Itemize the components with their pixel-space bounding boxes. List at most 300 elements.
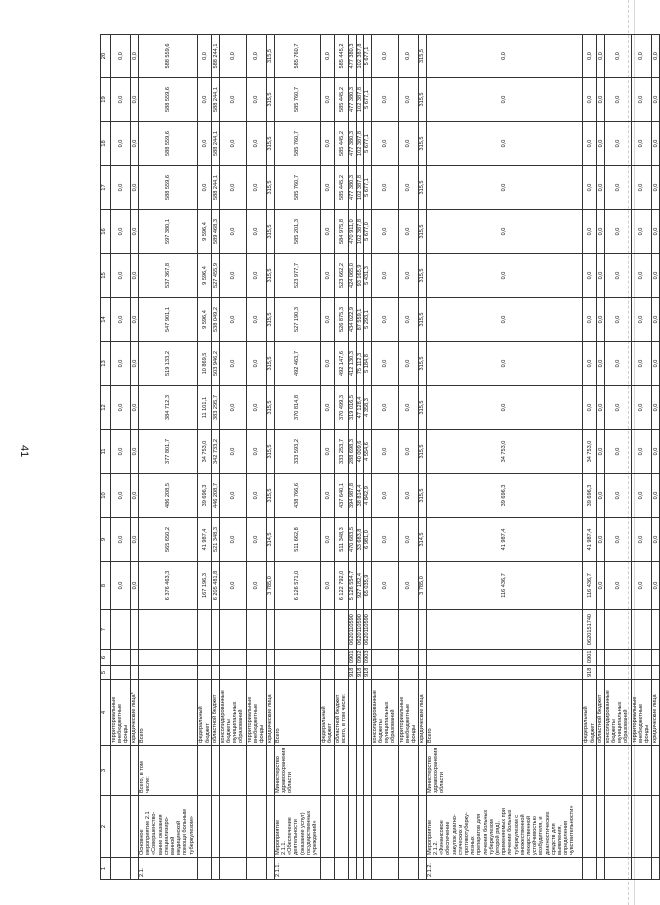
table-cell: 0,0: [631, 474, 651, 518]
table-cell: 0,0: [597, 254, 605, 298]
table-cell: 0,0: [219, 342, 246, 386]
table-cell: [219, 650, 246, 666]
table-cell: 0,0: [321, 254, 335, 298]
table-row: [219, 35, 246, 880]
table-cell: 102 387,8: [356, 166, 364, 210]
table-cell: 0,0: [321, 342, 335, 386]
table-cell: 0,0: [597, 35, 605, 78]
table-cell: [349, 858, 357, 880]
table-cell: 565 650,2: [139, 518, 198, 562]
table-cell: [274, 666, 320, 680]
table-cell: 116 436,7: [426, 562, 583, 610]
table-cell: [426, 666, 583, 680]
table-cell: 0,0: [597, 298, 605, 342]
table-cell: территориальные внебюджетные фонды: [398, 680, 418, 746]
table-cell: [652, 746, 660, 796]
table-cell: 34 753,0: [583, 430, 597, 474]
table-cell: 383 295,7: [212, 386, 220, 430]
table-cell: 0,0: [321, 166, 335, 210]
table-cell: 4 358,3: [364, 386, 372, 430]
column-header: 11: [101, 430, 111, 474]
table-cell: 93 165,9: [356, 254, 364, 298]
table-cell: [597, 858, 605, 880]
table-cell: 0,0: [597, 78, 605, 122]
table-cell: Основное мероприятие 2.1 «Совершенство- вание оказания специализиро- ванной медицинской помощи больным туберкулезом»: [139, 796, 198, 858]
table-cell: [267, 666, 275, 680]
table-cell: 0,0: [597, 210, 605, 254]
table-cell: 0,0: [398, 518, 418, 562]
table-cell: 0,0: [111, 35, 131, 78]
table-cell: [419, 858, 427, 880]
table-cell: [419, 650, 427, 666]
table-cell: [321, 858, 335, 880]
table-cell: 0,0: [604, 386, 631, 430]
table-cell: [364, 858, 372, 880]
table-cell: [652, 858, 660, 880]
table-cell: 0,0: [371, 518, 398, 562]
table-cell: [212, 796, 220, 858]
table-cell: [274, 650, 320, 666]
table-cell: областной бюджет: [597, 680, 605, 746]
column-header: 12: [101, 386, 111, 430]
table-cell: 5 184,8: [364, 342, 372, 386]
table-cell: [398, 610, 418, 650]
table-cell: [604, 650, 631, 666]
table-cell: [267, 858, 275, 880]
table-cell: 0,0: [321, 298, 335, 342]
table-cell: 0620110590: [356, 610, 364, 650]
table-cell: [631, 796, 651, 858]
table-cell: 0,0: [111, 430, 131, 474]
table-cell: [335, 650, 349, 666]
table-cell: [371, 666, 398, 680]
table-cell: [335, 858, 349, 880]
table-cell: 434 022,9: [349, 298, 357, 342]
table-cell: [111, 746, 131, 796]
table-cell: 33 683,8: [356, 518, 364, 562]
table-cell: 39 696,3: [426, 474, 583, 518]
table-cell: 585 760,7: [274, 166, 320, 210]
table-cell: 585 760,7: [274, 78, 320, 122]
table-cell: Всего: [274, 680, 320, 746]
table-cell: [335, 746, 349, 796]
table-cell: федеральный бюджет: [198, 680, 212, 746]
table-cell: [349, 680, 357, 746]
table-cell: 0,0: [398, 342, 418, 386]
table-cell: 0,0: [131, 35, 139, 78]
table-cell: 0,0: [604, 35, 631, 78]
table-cell: 412 130,3: [349, 342, 357, 386]
table-cell: 0,0: [631, 78, 651, 122]
column-header: 20: [101, 35, 111, 78]
table-cell: [139, 610, 198, 650]
table-cell: [139, 650, 198, 666]
table-cell: 0,0: [583, 298, 597, 342]
table-cell: 377 801,7: [139, 430, 198, 474]
table-cell: 589 468,3: [212, 210, 220, 254]
table-cell: 0,0: [371, 342, 398, 386]
table-cell: [274, 610, 320, 650]
table-cell: 0,0: [219, 254, 246, 298]
table-cell: 446 208,7: [212, 474, 220, 518]
table-cell: 0,0: [398, 210, 418, 254]
table-cell: 0,0: [246, 210, 266, 254]
table-row: [371, 35, 398, 880]
column-header: 2: [101, 796, 111, 858]
table-cell: 102 387,8: [356, 78, 364, 122]
table-cell: [604, 858, 631, 880]
table-cell: [349, 746, 357, 796]
table-cell: [111, 858, 131, 880]
table-cell: 41 987,4: [426, 518, 583, 562]
table-cell: 523 662,2: [335, 254, 349, 298]
table-row: [139, 35, 198, 880]
table-cell: 585 201,3: [274, 210, 320, 254]
table-cell: 0,0: [652, 342, 660, 386]
table-row: [631, 35, 651, 880]
table-cell: 0,0: [597, 122, 605, 166]
table-cell: 523 977,7: [274, 254, 320, 298]
table-cell: 0,0: [111, 122, 131, 166]
table-cell: 5 293,1: [364, 298, 372, 342]
table-cell: 0,0: [219, 518, 246, 562]
table-cell: [604, 746, 631, 796]
table-cell: 0,0: [371, 474, 398, 518]
table-cell: 0,0: [652, 166, 660, 210]
table-row: [246, 35, 266, 880]
table-cell: [111, 610, 131, 650]
table-body: [101, 35, 660, 880]
table-cell: 0,0: [631, 254, 651, 298]
budget-table: [100, 34, 660, 880]
table-header-row: [101, 35, 111, 880]
table-cell: 0,0: [111, 254, 131, 298]
table-cell: 547 901,1: [139, 298, 198, 342]
table-cell: 40 009,6: [356, 430, 364, 474]
table-cell: 0,0: [219, 562, 246, 610]
table-cell: 0,0: [604, 78, 631, 122]
table-cell: 492 463,7: [274, 342, 320, 386]
table-cell: 0,0: [111, 342, 131, 386]
table-row: [111, 35, 131, 880]
table-cell: 588 244,1: [212, 35, 220, 78]
table-cell: [364, 746, 372, 796]
table-cell: [131, 650, 139, 666]
table-cell: [604, 610, 631, 650]
table-cell: 437 640,1: [335, 474, 349, 518]
table-cell: 0,0: [652, 474, 660, 518]
table-cell: 0,0: [426, 210, 583, 254]
table-cell: [652, 610, 660, 650]
table-cell: 588 559,6: [139, 166, 198, 210]
table-cell: 315,5: [419, 166, 427, 210]
column-header: 13: [101, 342, 111, 386]
table-cell: [583, 796, 597, 858]
table-cell: 5 677,0: [364, 210, 372, 254]
table-cell: 315,5: [267, 210, 275, 254]
table-cell: 0,0: [246, 78, 266, 122]
table-row: [321, 35, 335, 880]
table-cell: 0,0: [426, 254, 583, 298]
table-cell: 527 190,3: [274, 298, 320, 342]
table-cell: [198, 610, 212, 650]
table-cell: 588 559,6: [139, 35, 198, 78]
table-cell: [371, 610, 398, 650]
table-cell: [198, 858, 212, 880]
table-cell: юридические лица*: [131, 680, 139, 746]
table-cell: 0,0: [426, 386, 583, 430]
table-cell: 0,0: [246, 430, 266, 474]
table-cell: 315,5: [267, 35, 275, 78]
table-cell: 0,0: [652, 386, 660, 430]
table-cell: 0,0: [111, 298, 131, 342]
table-row: [583, 35, 597, 880]
table-cell: [419, 796, 427, 858]
table-cell: [604, 796, 631, 858]
table-cell: [631, 746, 651, 796]
table-cell: 0,0: [398, 254, 418, 298]
table-cell: 0,0: [604, 166, 631, 210]
table-cell: 0620110590: [349, 610, 357, 650]
table-row: [364, 35, 372, 880]
table-cell: 0,0: [131, 474, 139, 518]
table-cell: 315,5: [419, 474, 427, 518]
table-cell: 315,5: [419, 342, 427, 386]
table-cell: [398, 746, 418, 796]
column-header: 5: [101, 666, 111, 680]
column-header: 6: [101, 650, 111, 666]
table-cell: [426, 610, 583, 650]
table-cell: федеральный бюджет: [321, 680, 335, 746]
table-cell: [398, 858, 418, 880]
table-cell: 0,0: [246, 254, 266, 298]
table-cell: 384 712,3: [139, 386, 198, 430]
table-cell: 4 842,9: [364, 474, 372, 518]
table-cell: юридические лица: [419, 680, 427, 746]
column-header: 16: [101, 210, 111, 254]
table-cell: 0,0: [597, 474, 605, 518]
table-row: [419, 35, 427, 880]
table-cell: 511 662,8: [274, 518, 320, 562]
table-cell: юридические лица: [652, 680, 660, 746]
table-cell: 0,0: [321, 562, 335, 610]
table-cell: 0,0: [604, 342, 631, 386]
table-cell: 424 065,0: [349, 254, 357, 298]
table-cell: 0,0: [111, 210, 131, 254]
table-cell: 315,5: [419, 298, 427, 342]
table-cell: [212, 610, 220, 650]
table-cell: [246, 610, 266, 650]
table-cell: 0,0: [321, 78, 335, 122]
table-cell: 0,0: [131, 342, 139, 386]
table-cell: 6 205 481,8: [212, 562, 220, 610]
table-cell: 0,0: [371, 35, 398, 78]
table-cell: 102 387,8: [356, 35, 364, 78]
table-cell: 0,0: [246, 342, 266, 386]
table-cell: 315,5: [267, 386, 275, 430]
table-cell: [219, 796, 246, 858]
table-cell: 927 182,4: [356, 562, 364, 610]
table-cell: 0902: [356, 650, 364, 666]
table-cell: 526 875,3: [335, 298, 349, 342]
table-cell: 315,5: [267, 254, 275, 298]
table-cell: [212, 746, 220, 796]
table-cell: [652, 796, 660, 858]
table-cell: [631, 858, 651, 880]
table-cell: 6 122 792,0: [335, 562, 349, 610]
table-cell: 585 760,7: [274, 122, 320, 166]
table-cell: 34 753,0: [198, 430, 212, 474]
table-cell: [246, 858, 266, 880]
table-cell: 0,0: [371, 386, 398, 430]
table-cell: 0,0: [371, 254, 398, 298]
table-cell: 470 911,0: [349, 210, 357, 254]
table-cell: 315,5: [419, 122, 427, 166]
table-row: [426, 35, 583, 880]
table-cell: 0,0: [219, 35, 246, 78]
table-cell: 0,0: [652, 562, 660, 610]
table-cell: 0,0: [652, 518, 660, 562]
table-cell: 0,0: [597, 518, 605, 562]
table-cell: 477 380,3: [349, 166, 357, 210]
table-cell: 0,0: [321, 386, 335, 430]
table-cell: 597 380,1: [139, 210, 198, 254]
table-cell: Мероприятие 2.1.1. «Обеспечение деятельности (оказание услуг) государственных учреждений»: [274, 796, 320, 858]
table-cell: [111, 796, 131, 858]
table-cell: 0,0: [652, 210, 660, 254]
table-cell: [111, 650, 131, 666]
table-cell: [111, 666, 131, 680]
table-cell: 0,0: [583, 254, 597, 298]
table-cell: 315,5: [267, 430, 275, 474]
table-cell: 0,0: [219, 166, 246, 210]
table-cell: 0,0: [131, 518, 139, 562]
table-cell: 0,0: [631, 430, 651, 474]
table-cell: [631, 610, 651, 650]
table-cell: 0,0: [604, 430, 631, 474]
table-cell: [597, 650, 605, 666]
table-cell: 470 683,5: [349, 518, 357, 562]
column-header: 7: [101, 610, 111, 650]
table-cell: 0,0: [321, 430, 335, 474]
table-cell: [597, 610, 605, 650]
table-cell: 0,0: [111, 474, 131, 518]
table-cell: 0,0: [631, 35, 651, 78]
table-cell: 41 987,4: [198, 518, 212, 562]
table-cell: [131, 666, 139, 680]
table-cell: 6 376 463,3: [139, 562, 198, 610]
table-cell: 0,0: [398, 166, 418, 210]
table-cell: 0,0: [131, 166, 139, 210]
table-cell: 75 112,3: [356, 342, 364, 386]
table-cell: [131, 610, 139, 650]
table-cell: 314,5: [419, 518, 427, 562]
table-cell: 315,5: [419, 430, 427, 474]
table-cell: 370 499,3: [335, 386, 349, 430]
table-cell: 0,0: [246, 166, 266, 210]
table-row: [356, 35, 364, 880]
table-cell: 0,0: [321, 210, 335, 254]
table-cell: 0,0: [219, 298, 246, 342]
table-cell: 0,0: [321, 474, 335, 518]
table-cell: консолидированные бюджеты муниципальных образований: [604, 680, 631, 746]
table-cell: 0,0: [371, 298, 398, 342]
table-cell: 5 431,3: [364, 254, 372, 298]
table-cell: 0,0: [652, 122, 660, 166]
table-cell: 0,0: [398, 35, 418, 78]
table-cell: [349, 796, 357, 858]
table-cell: 0,0: [398, 298, 418, 342]
table-cell: 521 348,3: [212, 518, 220, 562]
table-cell: 0,0: [131, 562, 139, 610]
table-cell: 0,0: [597, 430, 605, 474]
table-cell: 2.1.2.: [426, 858, 583, 880]
table-cell: 116 436,7: [583, 562, 597, 610]
table-cell: [426, 650, 583, 666]
table-cell: [335, 610, 349, 650]
table-cell: 39 696,3: [583, 474, 597, 518]
table-cell: 0,0: [652, 78, 660, 122]
table-cell: 0,0: [131, 430, 139, 474]
table-cell: 0,0: [604, 474, 631, 518]
table-cell: 2.1.: [139, 858, 198, 880]
table-cell: [364, 680, 372, 746]
table-cell: 288 698,3: [349, 430, 357, 474]
table-cell: 527 455,9: [212, 254, 220, 298]
table-cell: Министерство здравоохранения области: [274, 746, 320, 796]
table-cell: 588 559,6: [139, 78, 198, 122]
table-cell: [198, 746, 212, 796]
table-cell: 918: [349, 666, 357, 680]
table-cell: 47 128,4: [356, 386, 364, 430]
table-cell: [246, 650, 266, 666]
column-header: 1: [101, 858, 111, 880]
table-cell: 0,0: [111, 518, 131, 562]
table-cell: 0,0: [198, 166, 212, 210]
table-cell: [267, 610, 275, 650]
table-cell: [597, 746, 605, 796]
table-cell: 0,0: [219, 430, 246, 474]
table-cell: Всего, в том числе:: [139, 746, 198, 796]
table-cell: 0,0: [371, 210, 398, 254]
table-cell: [219, 858, 246, 880]
table-cell: Всего: [426, 680, 583, 746]
table-cell: 0,0: [111, 386, 131, 430]
table-cell: 41 987,4: [583, 518, 597, 562]
column-header: 10: [101, 474, 111, 518]
table-cell: 0,0: [198, 78, 212, 122]
table-cell: 0,0: [597, 562, 605, 610]
table-cell: [219, 666, 246, 680]
table-cell: 477 380,3: [349, 78, 357, 122]
table-cell: 0,0: [219, 210, 246, 254]
table-cell: 315,5: [267, 474, 275, 518]
table-cell: [246, 666, 266, 680]
table-row: [274, 35, 320, 880]
column-header: 14: [101, 298, 111, 342]
table-cell: 6 981,0: [364, 518, 372, 562]
table-cell: 34 753,0: [426, 430, 583, 474]
table-cell: 0,0: [246, 298, 266, 342]
table-cell: [371, 858, 398, 880]
table-cell: [131, 746, 139, 796]
table-cell: 0,0: [583, 122, 597, 166]
table-cell: 342 733,2: [212, 430, 220, 474]
table-cell: [321, 650, 335, 666]
table-cell: [419, 666, 427, 680]
table-cell: 0,0: [597, 166, 605, 210]
table-cell: 588 244,1: [212, 78, 220, 122]
